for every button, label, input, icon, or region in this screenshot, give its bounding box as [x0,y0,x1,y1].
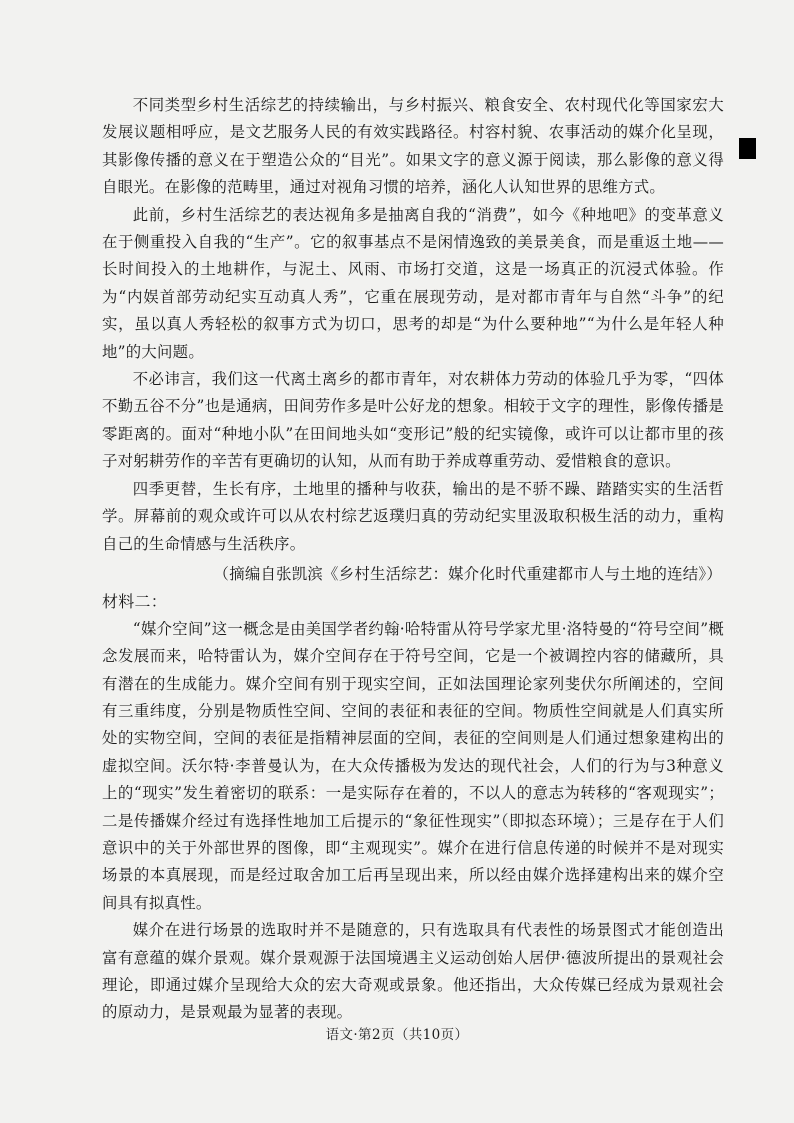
material-heading: 材料二： [102,592,168,612]
page-footer: 语文·第2页（共10页） [325,1027,469,1043]
source-citation: （摘编自张凯滨《乡村生活综艺：媒介化时代重建都市人与土地的连结》） [213,564,722,583]
page-corner-marker [739,138,756,159]
paragraph: “媒介空间”这一概念是由美国学者约翰·哈特雷从符号学家尤里·洛特曼的“符号空间”概念发展而来，哈特雷认为，媒介空间存在于符号空间，它是一个被调控内容的储藏所，具有潜在的生成能力。媒介空间有别于现实空间，正如法国理论家列斐伏尔所阐述的，空间有三重纬度，分别是物质性空间、空间的表征和表征的空间。物质性空间就是人们真实所处的实物空间，空间的表征是指精神层面的空间，表征的空间则是人们通过想象建构出的虚拟空间。沃尔特·李普曼认为，在大众传播极为发达的现代社会，人们的行为与3种意义上的“现实”发生着密切的联系：一是实际存在着的，不以人的意志为转移的“客观现实”；二是传播媒介经过有选择性地加工后提示的“象征性现实”（即拟态环境）；三是存在于人们意识中的关于外部世界的图像，即“主观现实”。媒介在进行信息传递的时候并不是对现实场景的本真展现，而是经过取舍加工后再呈现出来，所以经由媒介选择建构出来的媒介空间具有拟真性。 [102,619,724,912]
document-body [102,92,724,1027]
paragraph: 四季更替，生长有序，土地里的播种与收获，输出的是不骄不躁、踏踏实实的生活哲学。屏幕前的观众或许可以从农村综艺返璞归真的劳动纪实里汲取积极生活的动力，重构自己的生命情感与生活秩序。 [102,479,724,553]
paragraph: 不同类型乡村生活综艺的持续输出，与乡村振兴、粮食安全、农村现代化等国家宏大发展议题相呼应，是文艺服务人民的有效实践路径。村容村貌、农事活动的媒介化呈现，其影像传播的意义在于塑造公众的“目光”。如果文字的意义源于阅读，那么影像的意义得自眼光。在影像的范畴里，通过对视角习惯的培养，涵化人认知世界的思维方式。 [102,96,724,197]
paragraph: 不必讳言，我们这一代离土离乡的都市青年，对农耕体力劳动的体验几乎为零，“四体不勤五谷不分”也是通病，田间劳作多是叶公好龙的想象。相较于文字的理性，影像传播是零距离的。面对“种地小队”在田间地头如“变形记”般的纪实镜像，或许可以让都市里的孩子对躬耕劳作的辛苦有更确切的认知，从而有助于养成尊重劳动、爱惜粮食的意识。 [102,370,724,471]
paragraph: 媒介在进行场景的选取时并不是随意的，只有选取具有代表性的场景图式才能创造出富有意蕴的媒介景观。媒介景观源于法国境遇主义运动创始人居伊·德波所提出的景观社会理论，即通过媒介呈现给大众的宏大奇观或景象。他还指出，大众传媒已经成为景观社会的原动力，是景观最为显著的表现。 [102,921,724,1022]
paragraph: 此前，乡村生活综艺的表达视角多是抽离自我的“消费”，如今《种地吧》的变革意义在于侧重投入自我的“生产”。它的叙事基点不是闲情逸致的美景美食，而是重返土地——长时间投入的土地耕作，与泥土、风雨、市场打交道，这是一场真正的沉浸式体验。作为“内娱首部劳动纪实互动真人秀”，它重在展现劳动，是对都市青年与自然“斗争”的纪实，虽以真人秀轻松的叙事方式为切口，思考的却是“为什么要种地”“为什么是年轻人种地”的大问题。 [102,205,724,361]
